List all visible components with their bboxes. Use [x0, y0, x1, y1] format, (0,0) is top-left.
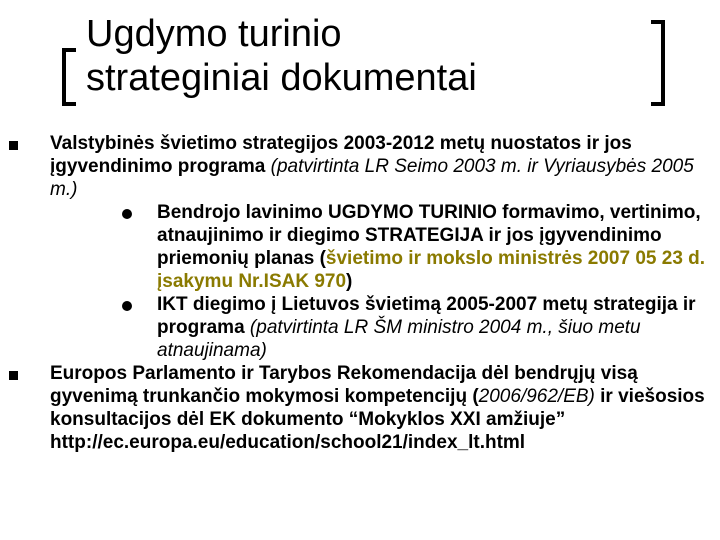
- subitem-italic-note: (patvirtinta LR ŠM ministro 2004 m., šiuo metu atnaujinama): [157, 317, 641, 361]
- subitem-highlight: švietimo ir mokslo ministrės 2007 05 23 d. įsakymu Nr.ISAK 970: [157, 248, 706, 292]
- title-line-1: Ugdymo turinio: [86, 13, 342, 55]
- slide-content: [0, 132, 720, 454]
- square-bullet-icon: [9, 371, 18, 380]
- item-text: Europos Parlamento ir Tarybos Rekomendacija dėl bendrųjų visą gyvenimą trunkančio mokymosi kompetencijų (: [50, 363, 638, 407]
- item-text-continued: ir viešosios konsultacijos dėl EK dokumento “Mokyklos XXI amžiuje”: [50, 386, 705, 430]
- document-link[interactable]: http://ec.europa.eu/education/school21/index_lt.html: [50, 432, 526, 453]
- subitem-text: IKT diegimo į Lietuvos švietimą 2005-2007 metų strategija ir programa: [157, 294, 696, 338]
- square-bullet-icon: [9, 141, 18, 150]
- title-bracket-left: [62, 48, 76, 106]
- item-italic-note: (patvirtinta LR Seimo 2003 m. ir Vyriausybės 2005 m.): [50, 156, 694, 200]
- title-line-2: strateginiai dokumentai: [86, 57, 477, 99]
- sub-bullet-item: [100, 201, 708, 293]
- subitem-end: ): [346, 271, 353, 292]
- sub-bullet-item: [100, 293, 708, 362]
- item-text: Valstybinės švietimo strategijos 2003-2012 metų nuostatos ir jos įgyvendinimo programa: [50, 133, 632, 177]
- subitem-text: Bendrojo lavinimo UGDYMO TURINIO formavimo, vertinimo, atnaujinimo ir diegimo STRATEGIJA ir jos įgyvendinimo priemonių planas (: [157, 202, 701, 269]
- circle-bullet-icon: [122, 301, 132, 311]
- bullet-item: [0, 362, 720, 454]
- bullet-item: [0, 132, 720, 362]
- title-bracket-right: [651, 20, 665, 106]
- slide-title: [86, 12, 646, 100]
- item-italic-ref: 2006/962/EB): [478, 386, 595, 407]
- circle-bullet-icon: [122, 209, 132, 219]
